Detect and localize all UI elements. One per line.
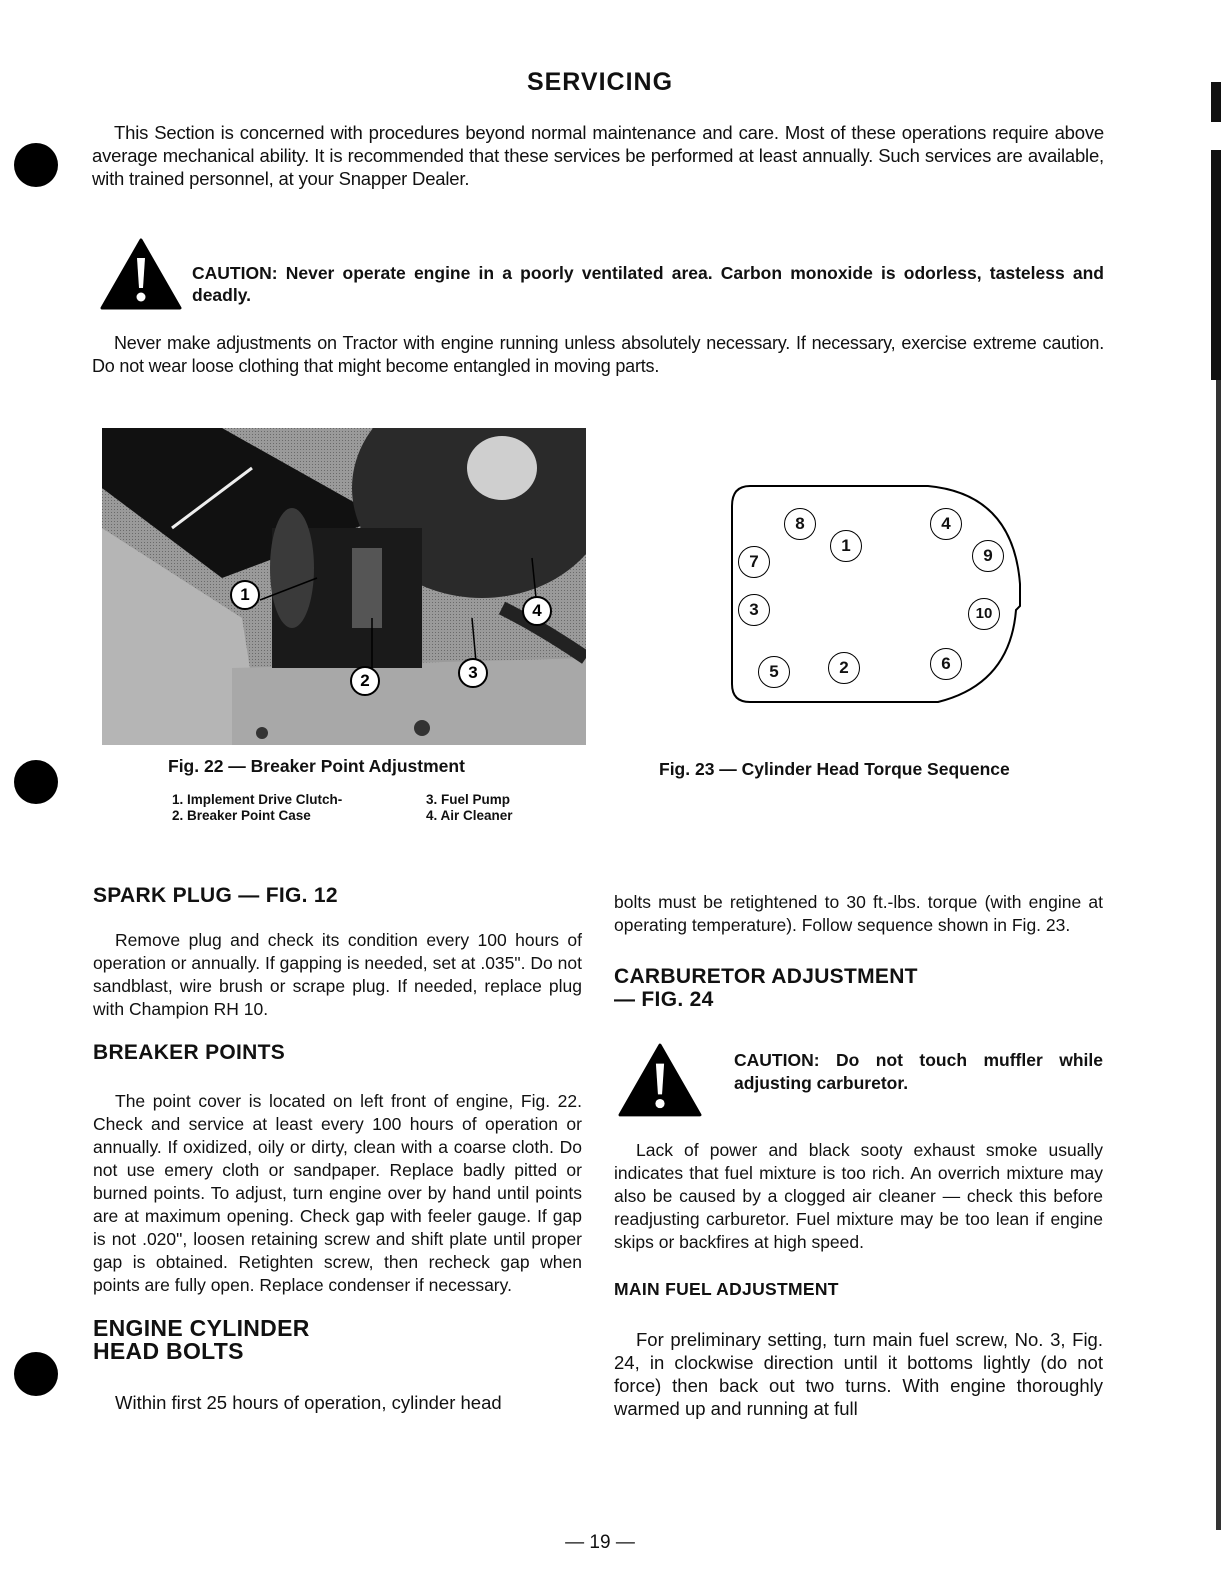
head-bolts-heading-line1: ENGINE CYLINDER — [93, 1315, 310, 1341]
caution-block — [100, 238, 1104, 308]
bolt-7: 7 — [738, 546, 770, 578]
binder-hole-top — [14, 143, 58, 187]
right-column — [614, 891, 1103, 1420]
bolt-1: 1 — [830, 530, 862, 562]
bolt-9: 9 — [972, 540, 1004, 572]
fig22-callout-3: 3 — [458, 658, 488, 688]
head-bolts-heading-line2: HEAD BOLTS — [93, 1338, 244, 1364]
bolt-8: 8 — [784, 508, 816, 540]
warning-paragraph: Never make adjustments on Tractor with engine running unless absolutely necessary. If necessary, exercise extreme caution. Do not wear loose clothing that might become entangled in moving parts. — [92, 333, 1104, 376]
carburetor-caution-block — [614, 1031, 1103, 1127]
binder-hole-middle — [14, 760, 58, 804]
main-fuel-heading: MAIN FUEL ADJUSTMENT — [614, 1279, 839, 1299]
fig22-callout-2: 2 — [350, 666, 380, 696]
intro-paragraph: This Section is concerned with procedures beyond normal maintenance and care. Most of these operations require above average mechanical ability. It is recommended that these services be performed at least annually. Such services are available, with trained personnel, at your Snapper Dealer. — [92, 122, 1104, 189]
carburetor-heading-line2: — FIG. 24 — [614, 988, 714, 1011]
bolt-3: 3 — [738, 594, 770, 626]
bolt-2: 2 — [828, 652, 860, 684]
bolt-4: 4 — [930, 508, 962, 540]
carburetor-body: Lack of power and black sooty exhaust smoke usually indicates that fuel mixture is too rich. An overrich mixture may also be caused by a clogged air cleaner — check this before readjusting carburetor. Fuel mixture may be too lean if engine skips or backfires at high speed. — [614, 1140, 1103, 1252]
warning-triangle-icon — [100, 238, 182, 310]
fig22-callout-4: 4 — [522, 596, 552, 626]
legend-item: 4. Air Cleaner — [426, 808, 513, 823]
fig22-callout-1: 1 — [230, 580, 260, 610]
breaker-points-body: The point cover is located on left front of engine, Fig. 22. Check and service at least every 100 hours of operation or annually. If oxidized, oily or dirty, clean with a coarse cloth. Do not use emery cloth or sandpaper. Replace badly pitted or burned points. To adjust, turn engine over by hand until points are at maximum opening. Check gap with feeler gauge. If gap is not .020", loosen retaining screw and shift plate until proper gap is obtained. Retighten screw, then recheck gap when points are fully open. Replace condenser if necessary. — [93, 1091, 582, 1295]
carburetor-heading-line1: CARBURETOR ADJUSTMENT — [614, 965, 918, 988]
bolt-10: 10 — [968, 598, 1000, 630]
main-fuel-body: For preliminary setting, turn main fuel screw, No. 3, Fig. 24, in clockwise direction until it bottoms lightly (do not force) then back out two turns. With engine thoroughly warmed up and running at full — [614, 1329, 1103, 1419]
breaker-points-heading: BREAKER POINTS — [93, 1041, 286, 1064]
legend-item: 2. Breaker Point Case — [172, 808, 311, 823]
fig22-legend-col2 — [426, 792, 513, 824]
bolt-5: 5 — [758, 656, 790, 688]
fig22-caption: Fig. 22 — Breaker Point Adjustment — [168, 756, 465, 776]
page-edge-mark — [1211, 82, 1221, 122]
carburetor-caution-text: CAUTION: Do not touch muffler while adjusting carburetor. — [734, 1050, 1103, 1093]
legend-item: 1. Implement Drive Clutch- — [172, 792, 343, 807]
spark-plug-heading: SPARK PLUG — FIG. 12 — [93, 884, 338, 907]
fig22-legend-col1 — [172, 792, 342, 824]
fig22-photo — [102, 428, 586, 745]
head-bolts-body-continued: bolts must be retightened to 30 ft.-lbs. torque (with engine at operating temperature). Follow sequence shown in Fig. 23. — [614, 892, 1103, 935]
page-edge-mark — [1211, 150, 1221, 380]
fig23-diagram — [728, 484, 1028, 706]
binder-hole-bottom — [14, 1352, 58, 1396]
left-column — [93, 884, 582, 1414]
page-edge-shadow — [1216, 380, 1221, 1530]
caution-text: CAUTION: Never operate engine in a poorly ventilated area. Carbon monoxide is odorless, tasteless and deadly. — [192, 263, 1104, 305]
spark-plug-body: Remove plug and check its condition every 100 hours of operation or annually. If gapping is needed, set at .035". Do not sandblast, wire brush or scrape plug. If needed, replace plug with Champion RH 10. — [93, 930, 582, 1019]
legend-item: 3. Fuel Pump — [426, 792, 511, 807]
page-number: — 19 — — [565, 1532, 635, 1553]
warning-triangle-icon — [618, 1043, 702, 1117]
head-bolts-heading — [93, 1317, 582, 1363]
fig23-caption: Fig. 23 — Cylinder Head Torque Sequence — [659, 759, 1010, 779]
engine-photo-illustration — [102, 428, 586, 745]
head-bolts-body: Within first 25 hours of operation, cylinder head — [115, 1392, 502, 1413]
bolt-6: 6 — [930, 648, 962, 680]
page-title: SERVICING — [526, 68, 674, 96]
carburetor-heading — [614, 965, 1103, 1011]
